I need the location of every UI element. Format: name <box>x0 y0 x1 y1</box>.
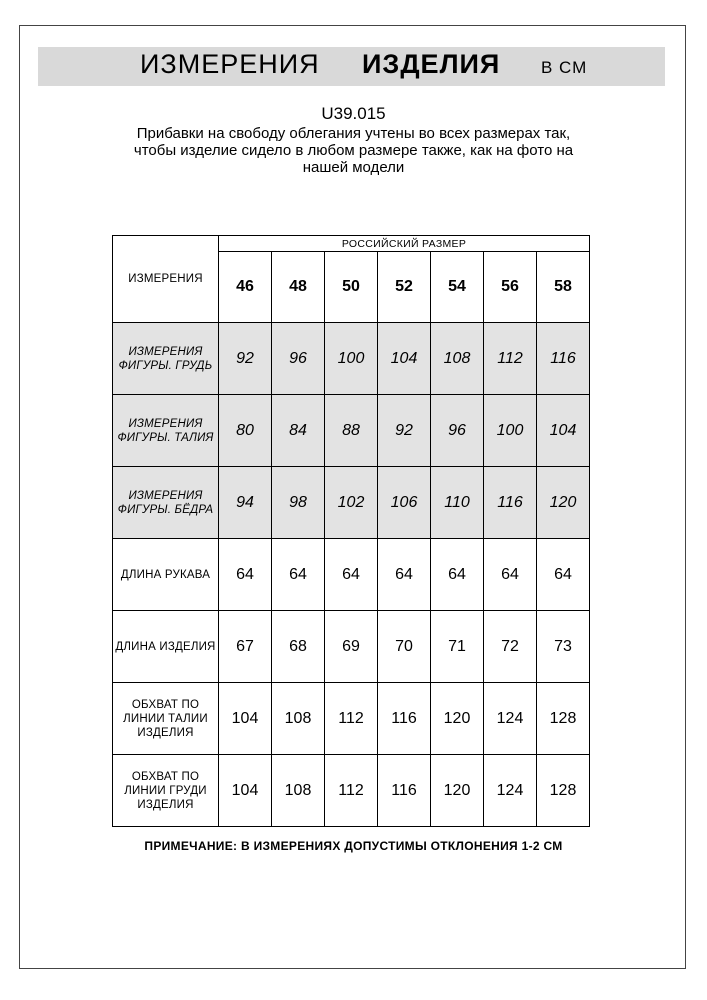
row-label-line: ИЗМЕРЕНИЯ <box>128 489 203 502</box>
row-label-line: ФИГУРЫ. ГРУДЬ <box>118 359 213 372</box>
value-cell: 100 <box>325 323 378 395</box>
value-cell: 100 <box>484 395 537 467</box>
measure-column-header: ИЗМЕРЕНИЯ <box>113 236 219 323</box>
value-cell: 116 <box>537 323 590 395</box>
value-cell: 112 <box>325 683 378 755</box>
row-label-line: ИЗДЕЛИЯ <box>137 798 194 811</box>
table-row <box>113 611 590 683</box>
value-cell: 64 <box>219 539 272 611</box>
value-cell: 92 <box>219 323 272 395</box>
row-label-line: ФИГУРЫ. ТАЛИЯ <box>117 431 214 444</box>
value-cell: 124 <box>484 683 537 755</box>
row-label-line: ЛИНИИ ТАЛИИ <box>123 712 208 725</box>
size-header-cell: 56 <box>484 252 537 323</box>
row-label-line: ДЛИНА РУКАВА <box>120 568 211 581</box>
value-cell: 84 <box>272 395 325 467</box>
row-label <box>113 539 219 611</box>
value-cell: 110 <box>431 467 484 539</box>
value-cell: 108 <box>272 683 325 755</box>
value-cell: 64 <box>537 539 590 611</box>
value-cell: 64 <box>378 539 431 611</box>
value-cell: 98 <box>272 467 325 539</box>
tolerance-footnote: ПРИМЕЧАНИЕ: В ИЗМЕРЕНИЯХ ДОПУСТИМЫ ОТКЛОНЕНИЯ 1-2 СМ <box>144 839 563 853</box>
value-cell: 104 <box>378 323 431 395</box>
row-label <box>113 611 219 683</box>
row-label <box>113 323 219 395</box>
table-row <box>113 539 590 611</box>
row-label-line: ИЗДЕЛИЯ <box>137 726 194 739</box>
row-label <box>113 683 219 755</box>
size-group-header: РОССИЙСКИЙ РАЗМЕР <box>219 236 590 252</box>
value-cell: 64 <box>431 539 484 611</box>
value-cell: 104 <box>537 395 590 467</box>
fit-note-line: Прибавки на свободу облегания учтены во всех размерах так, <box>136 125 571 142</box>
value-cell: 68 <box>272 611 325 683</box>
value-cell: 108 <box>431 323 484 395</box>
row-label-line: ИЗМЕРЕНИЯ <box>128 417 203 430</box>
table-row <box>113 323 590 395</box>
value-cell: 128 <box>537 683 590 755</box>
value-cell: 106 <box>378 467 431 539</box>
value-cell: 73 <box>537 611 590 683</box>
size-header-cell: 46 <box>219 252 272 323</box>
value-cell: 64 <box>325 539 378 611</box>
header-title-word2: ИЗДЕЛИЯ <box>362 49 501 79</box>
value-cell: 120 <box>431 683 484 755</box>
row-label-line: ОБХВАТ ПО <box>131 698 200 711</box>
table-row <box>113 467 590 539</box>
table-row <box>113 395 590 467</box>
value-cell: 96 <box>272 323 325 395</box>
value-cell: 104 <box>219 683 272 755</box>
value-cell: 104 <box>219 755 272 827</box>
size-header-cell: 54 <box>431 252 484 323</box>
value-cell: 120 <box>431 755 484 827</box>
value-cell: 64 <box>484 539 537 611</box>
value-cell: 124 <box>484 755 537 827</box>
row-label-line: ЛИНИИ ГРУДИ <box>124 784 207 797</box>
header-title-word1: ИЗМЕРЕНИЯ <box>140 49 320 79</box>
table-body <box>113 323 590 827</box>
fit-note <box>0 125 707 176</box>
size-header-cell: 58 <box>537 252 590 323</box>
value-cell: 67 <box>219 611 272 683</box>
article-code: U39.015 <box>321 104 386 123</box>
value-cell: 102 <box>325 467 378 539</box>
table-row <box>113 683 590 755</box>
fit-note-line: нашей модели <box>302 159 405 176</box>
size-header-cell: 50 <box>325 252 378 323</box>
value-cell: 80 <box>219 395 272 467</box>
fit-note-line: чтобы изделие сидело в любом размере также, как на фото на <box>133 142 574 159</box>
value-cell: 116 <box>378 683 431 755</box>
value-cell: 112 <box>325 755 378 827</box>
value-cell: 70 <box>378 611 431 683</box>
value-cell: 69 <box>325 611 378 683</box>
value-cell: 71 <box>431 611 484 683</box>
value-cell: 72 <box>484 611 537 683</box>
value-cell: 64 <box>272 539 325 611</box>
row-label-line: ОБХВАТ ПО <box>131 770 200 783</box>
row-label-line: ФИГУРЫ. БЁДРА <box>117 503 214 516</box>
value-cell: 116 <box>484 467 537 539</box>
row-label-line: ДЛИНА ИЗДЕЛИЯ <box>115 640 216 653</box>
row-label <box>113 467 219 539</box>
value-cell: 88 <box>325 395 378 467</box>
table-row <box>113 755 590 827</box>
size-header-cell: 48 <box>272 252 325 323</box>
row-label <box>113 395 219 467</box>
value-cell: 108 <box>272 755 325 827</box>
value-cell: 120 <box>537 467 590 539</box>
value-cell: 92 <box>378 395 431 467</box>
value-cell: 96 <box>431 395 484 467</box>
value-cell: 112 <box>484 323 537 395</box>
size-table <box>112 235 590 827</box>
size-header-cell: 52 <box>378 252 431 323</box>
row-label-line: ИЗМЕРЕНИЯ <box>128 345 203 358</box>
header-unit: В СМ <box>541 58 588 77</box>
value-cell: 94 <box>219 467 272 539</box>
value-cell: 116 <box>378 755 431 827</box>
value-cell: 128 <box>537 755 590 827</box>
row-label <box>113 755 219 827</box>
